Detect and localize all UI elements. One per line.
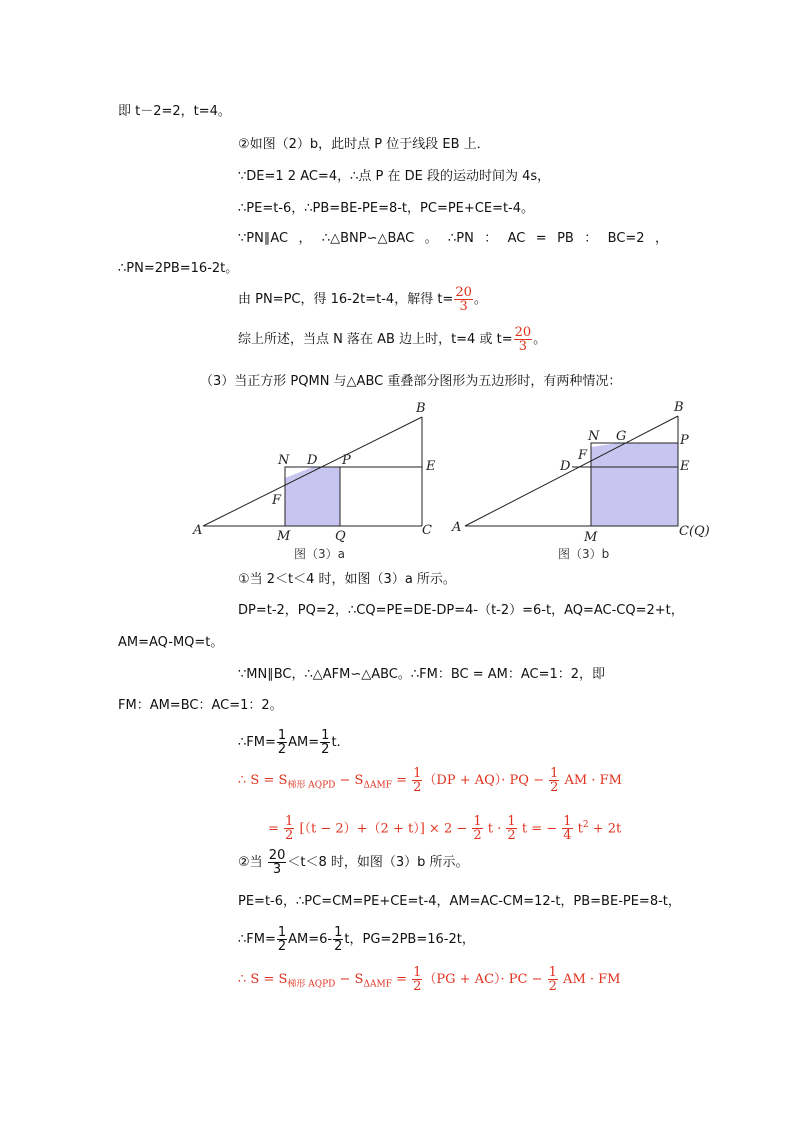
fraction <box>320 729 330 756</box>
text-line: 即 t－2=2，t=4。 <box>118 104 231 119</box>
text-seg: t · <box>483 821 506 837</box>
numerator: 20 <box>514 325 532 340</box>
numerator: 20 <box>268 848 286 863</box>
text-seg: ∴ S = S <box>238 773 288 788</box>
label-M: M <box>584 530 598 545</box>
label-B: B <box>416 401 426 416</box>
label-P: P <box>342 453 351 468</box>
label-E: E <box>680 459 690 474</box>
label-N: N <box>278 453 290 468</box>
numerator: 1 <box>548 965 557 980</box>
label-G: G <box>616 429 627 444</box>
denominator: 3 <box>518 339 527 354</box>
text-line <box>238 848 469 878</box>
text-seg: − S <box>335 773 364 788</box>
text-seg: ： <box>584 231 598 246</box>
caption-3a: 图（3）a <box>294 547 345 561</box>
numerator: 1 <box>321 728 330 743</box>
denominator: 2 <box>285 828 294 844</box>
formula-line <box>268 810 621 844</box>
text-line: FM：AM=BC：AC=1：2。 <box>118 698 283 713</box>
figure-3b <box>450 398 740 566</box>
text-line-justified <box>238 230 668 248</box>
text-seg: t = − <box>517 821 562 837</box>
denominator: 2 <box>413 979 422 994</box>
text-seg: AM=6- <box>288 932 333 947</box>
fraction <box>549 767 559 794</box>
numerator: 1 <box>285 814 294 830</box>
text-seg: （PG + AC）· PC − <box>423 972 547 987</box>
text-seg: t. <box>331 735 341 750</box>
text-seg: ∵PN∥AC <box>238 231 289 246</box>
numerator: 1 <box>277 728 287 743</box>
text-seg: ∴PN <box>447 231 474 246</box>
numerator: 1 <box>473 814 482 830</box>
text-seg: + 2t <box>588 821 622 837</box>
numerator: 1 <box>413 965 422 980</box>
text-seg: PB <box>557 231 574 246</box>
subscript: 梯形 AQPD <box>287 780 336 791</box>
fraction <box>472 815 482 842</box>
denominator: 3 <box>459 299 468 314</box>
overlap-pentagon <box>285 467 340 526</box>
text-seg: AM= <box>288 735 320 750</box>
label-N: N <box>588 429 600 444</box>
text-seg: 由 PN=PC，得 16-2t=t-4，解得 t= <box>238 292 454 307</box>
text-seg: ， <box>654 231 668 246</box>
text-seg: ∴△BNP∽△BAC <box>321 231 415 246</box>
denominator: 2 <box>321 742 330 757</box>
fraction <box>454 286 473 313</box>
overlap-pentagon <box>591 443 678 526</box>
text-line <box>238 325 546 355</box>
text-seg: AM · FM <box>560 773 622 788</box>
text-seg: 。 <box>424 231 438 246</box>
text-seg: ∴FM= <box>238 735 276 750</box>
formula-line <box>238 925 475 955</box>
text-seg: ②当 <box>238 855 267 870</box>
denominator: 2 <box>550 780 559 795</box>
fraction <box>333 926 343 953</box>
text-line: DP=t-2，PQ=2，∴CQ=PE=DE-DP=4-（t-2）=6-t，AQ=AC-CQ=2+t， <box>238 603 684 618</box>
denominator: 2 <box>277 742 287 757</box>
numerator: 1 <box>413 766 422 781</box>
text-seg: t，PG=2PB=16-2t， <box>344 932 475 947</box>
caption-3b: 图（3）b <box>558 547 610 561</box>
fraction <box>412 966 422 993</box>
denominator: 3 <box>272 862 282 877</box>
text-line: ∵MN∥BC，∴△AFM∽△ABC。∴FM：BC = AM：AC=1：2，即 <box>238 667 606 682</box>
fraction <box>412 767 422 794</box>
outside-region <box>465 467 591 526</box>
text-line: ∵DE=1 2 AC=4，∴点 P 在 DE 段的运动时间为 4s， <box>238 169 551 184</box>
label-D: D <box>560 459 571 474</box>
text-seg: BC=2 <box>607 231 645 246</box>
numerator: 20 <box>455 285 472 300</box>
text-seg: t <box>573 821 583 837</box>
text-seg: − S <box>335 972 364 987</box>
text-line: ①当 2＜t＜4 时，如图（3）a 所示。 <box>238 572 456 587</box>
denominator: 2 <box>548 979 557 994</box>
subscript: ΔAMF <box>363 780 392 791</box>
text-seg: ： <box>484 231 498 246</box>
denominator: 2 <box>334 939 343 954</box>
text-line <box>238 285 487 315</box>
text-seg: = <box>391 972 412 987</box>
text-seg: ∴ S = S <box>238 972 288 987</box>
text-seg: （DP + AQ）· PQ − <box>423 773 549 788</box>
text-seg: [（t − 2）+（2 + t）] × 2 − <box>295 821 472 837</box>
text-seg: ＜t＜8 时，如图（3）b 所示。 <box>287 855 469 870</box>
text-seg: AC <box>507 231 526 246</box>
text-line: ∴PN=2PB=16-2t。 <box>118 261 239 276</box>
text-line: ②如图（2）b，此时点 P 位于线段 EB 上． <box>238 137 490 152</box>
figure-3a <box>190 398 440 566</box>
text-seg: = <box>535 231 547 246</box>
fraction <box>506 815 516 842</box>
label-CQ: C(Q) <box>679 524 710 539</box>
subscript: 梯形 AQPD <box>287 979 336 990</box>
formula-line <box>238 965 620 1000</box>
text-line: AM=AQ-MQ=t。 <box>118 635 224 650</box>
label-C: C <box>422 523 432 538</box>
label-A: A <box>452 520 462 535</box>
text-line: （3）当正方形 PQMN 与△ABC 重叠部分图形为五边形时，有两种情况： <box>200 374 622 389</box>
denominator: 4 <box>563 828 572 844</box>
label-M: M <box>277 529 291 544</box>
fraction <box>277 729 287 756</box>
text-seg: 综上所述，当点 N 落在 AB 边上时，t=4 或 t= <box>238 332 513 347</box>
label-F: F <box>578 448 588 463</box>
text-seg: AM · FM <box>558 972 621 987</box>
fraction <box>548 966 558 993</box>
text-line: ∴PE=t-6，∴PB=BE-PE=8-t，PC=PE+CE=t-4。 <box>238 201 535 216</box>
label-B: B <box>674 400 684 415</box>
subscript: ΔAMF <box>363 979 392 990</box>
text-seg: = <box>268 821 284 837</box>
numerator: 1 <box>563 814 572 830</box>
fraction <box>268 849 287 876</box>
text-seg: ∴FM= <box>238 932 276 947</box>
denominator: 2 <box>277 939 287 954</box>
label-D: D <box>307 453 318 468</box>
numerator: 1 <box>277 925 287 940</box>
numerator: 1 <box>507 814 516 830</box>
formula-line <box>238 728 341 758</box>
fraction <box>277 926 287 953</box>
label-P: P <box>680 433 689 448</box>
text-seg: = <box>391 773 412 788</box>
denominator: 2 <box>413 780 422 795</box>
numerator: 1 <box>550 766 559 781</box>
text-line: PE=t-6，∴PC=CM=PE+CE=t-4，AM=AC-CM=12-t，PB=BE-PE=8-t， <box>238 894 681 909</box>
label-A: A <box>193 523 203 538</box>
label-F: F <box>272 493 282 508</box>
denominator: 2 <box>507 828 516 844</box>
text-seg: 。 <box>473 292 487 307</box>
superscript: 2 <box>582 820 589 830</box>
text-seg: ， <box>298 231 312 246</box>
label-E: E <box>426 459 436 474</box>
formula-line <box>238 766 622 801</box>
fraction <box>284 815 294 842</box>
fraction <box>562 815 572 842</box>
fraction <box>514 326 533 353</box>
label-Q: Q <box>335 529 346 544</box>
text-seg: 。 <box>533 332 547 347</box>
numerator: 1 <box>334 925 343 940</box>
denominator: 2 <box>473 828 482 844</box>
